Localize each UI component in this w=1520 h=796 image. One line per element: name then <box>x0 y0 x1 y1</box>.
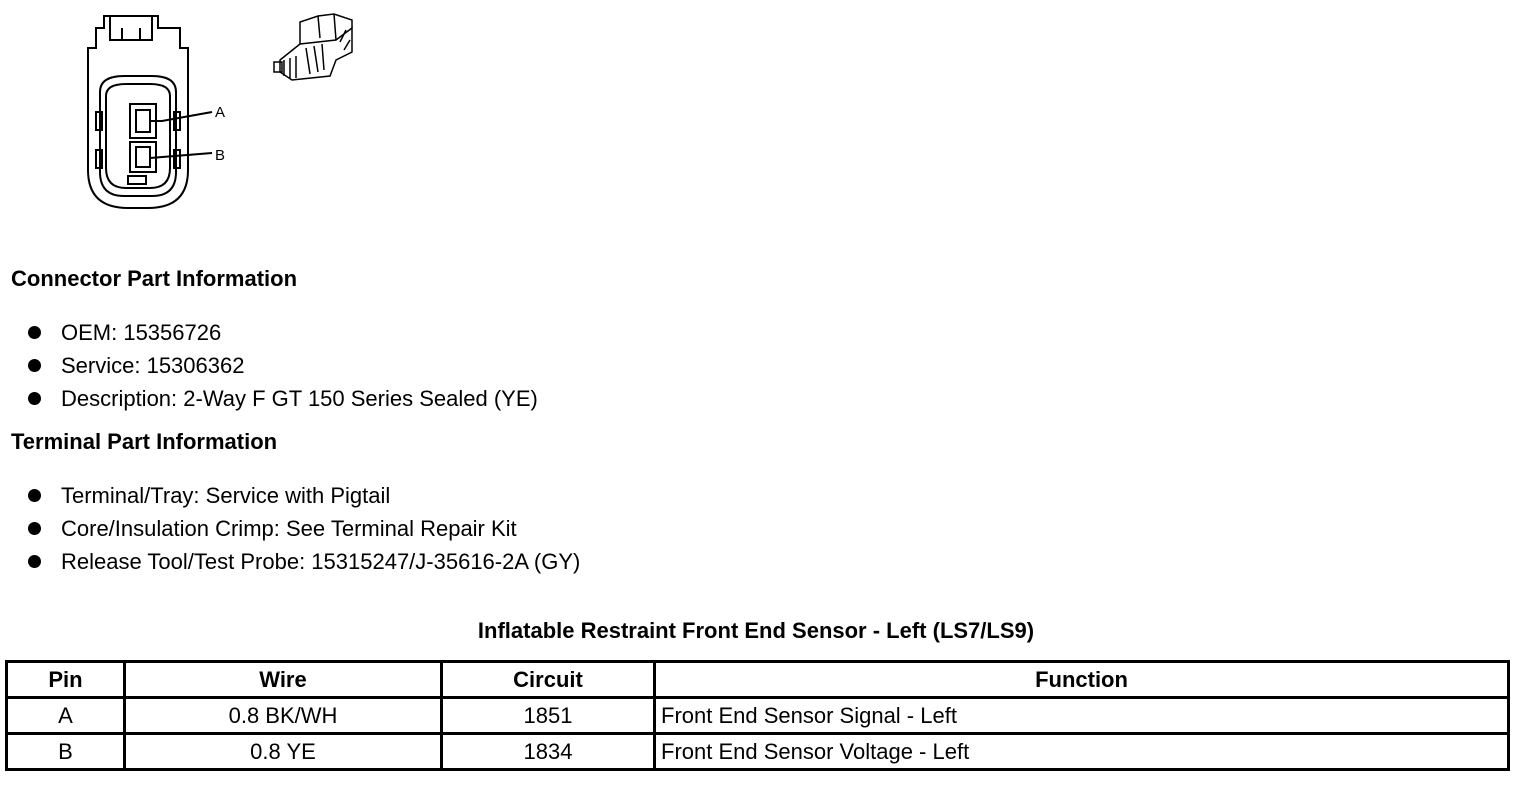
table-header-row <box>7 662 1509 698</box>
core-insulation-crimp: Core/Insulation Crimp: See Terminal Repair Kit <box>61 515 517 541</box>
list-item <box>28 349 538 382</box>
bullet-icon <box>28 489 41 502</box>
terminal-part-heading: Terminal Part Information <box>11 429 278 454</box>
table-row <box>7 734 1509 770</box>
connector-face-view <box>88 16 212 208</box>
release-tool: Release Tool/Test Probe: 15315247/J-35616-2A (GY) <box>61 548 581 574</box>
connector-part-list <box>28 316 538 415</box>
service-part-number: Service: 15306362 <box>61 352 245 378</box>
list-item <box>28 316 538 349</box>
cell-pin: A <box>7 698 125 734</box>
connector-part-heading: Connector Part Information <box>11 266 298 291</box>
cell-pin: B <box>7 734 125 770</box>
terminal-part-list <box>28 479 580 578</box>
table-row <box>7 698 1509 734</box>
header-pin: Pin <box>7 662 125 698</box>
bullet-icon <box>28 522 41 535</box>
bullet-icon <box>28 392 41 405</box>
header-wire: Wire <box>125 662 442 698</box>
connector-diagram <box>0 0 380 215</box>
pinout-table-title: Inflatable Restraint Front End Sensor - Left (LS7/LS9) <box>477 618 1035 643</box>
list-item <box>28 545 580 578</box>
terminal-tray: Terminal/Tray: Service with Pigtail <box>61 482 391 508</box>
cell-circuit: 1834 <box>442 734 655 770</box>
cell-circuit: 1851 <box>442 698 655 734</box>
cell-wire: 0.8 YE <box>125 734 442 770</box>
list-item <box>28 382 538 415</box>
header-circuit: Circuit <box>442 662 655 698</box>
header-function: Function <box>655 662 1509 698</box>
connector-description: Description: 2-Way F GT 150 Series Sealed (YE) <box>61 385 538 411</box>
cell-function: Front End Sensor Voltage - Left <box>655 734 1509 770</box>
cell-wire: 0.8 BK/WH <box>125 698 442 734</box>
oem-part-number: OEM: 15356726 <box>61 319 222 345</box>
bullet-icon <box>28 555 41 568</box>
cell-function: Front End Sensor Signal - Left <box>655 698 1509 734</box>
list-item <box>28 479 580 512</box>
pin-a-label: A <box>215 104 226 121</box>
connector-3d-sketch <box>274 14 352 80</box>
bullet-icon <box>28 359 41 372</box>
pinout-table <box>5 660 1510 771</box>
list-item <box>28 512 580 545</box>
pin-b-label: B <box>215 147 226 164</box>
bullet-icon <box>28 326 41 339</box>
